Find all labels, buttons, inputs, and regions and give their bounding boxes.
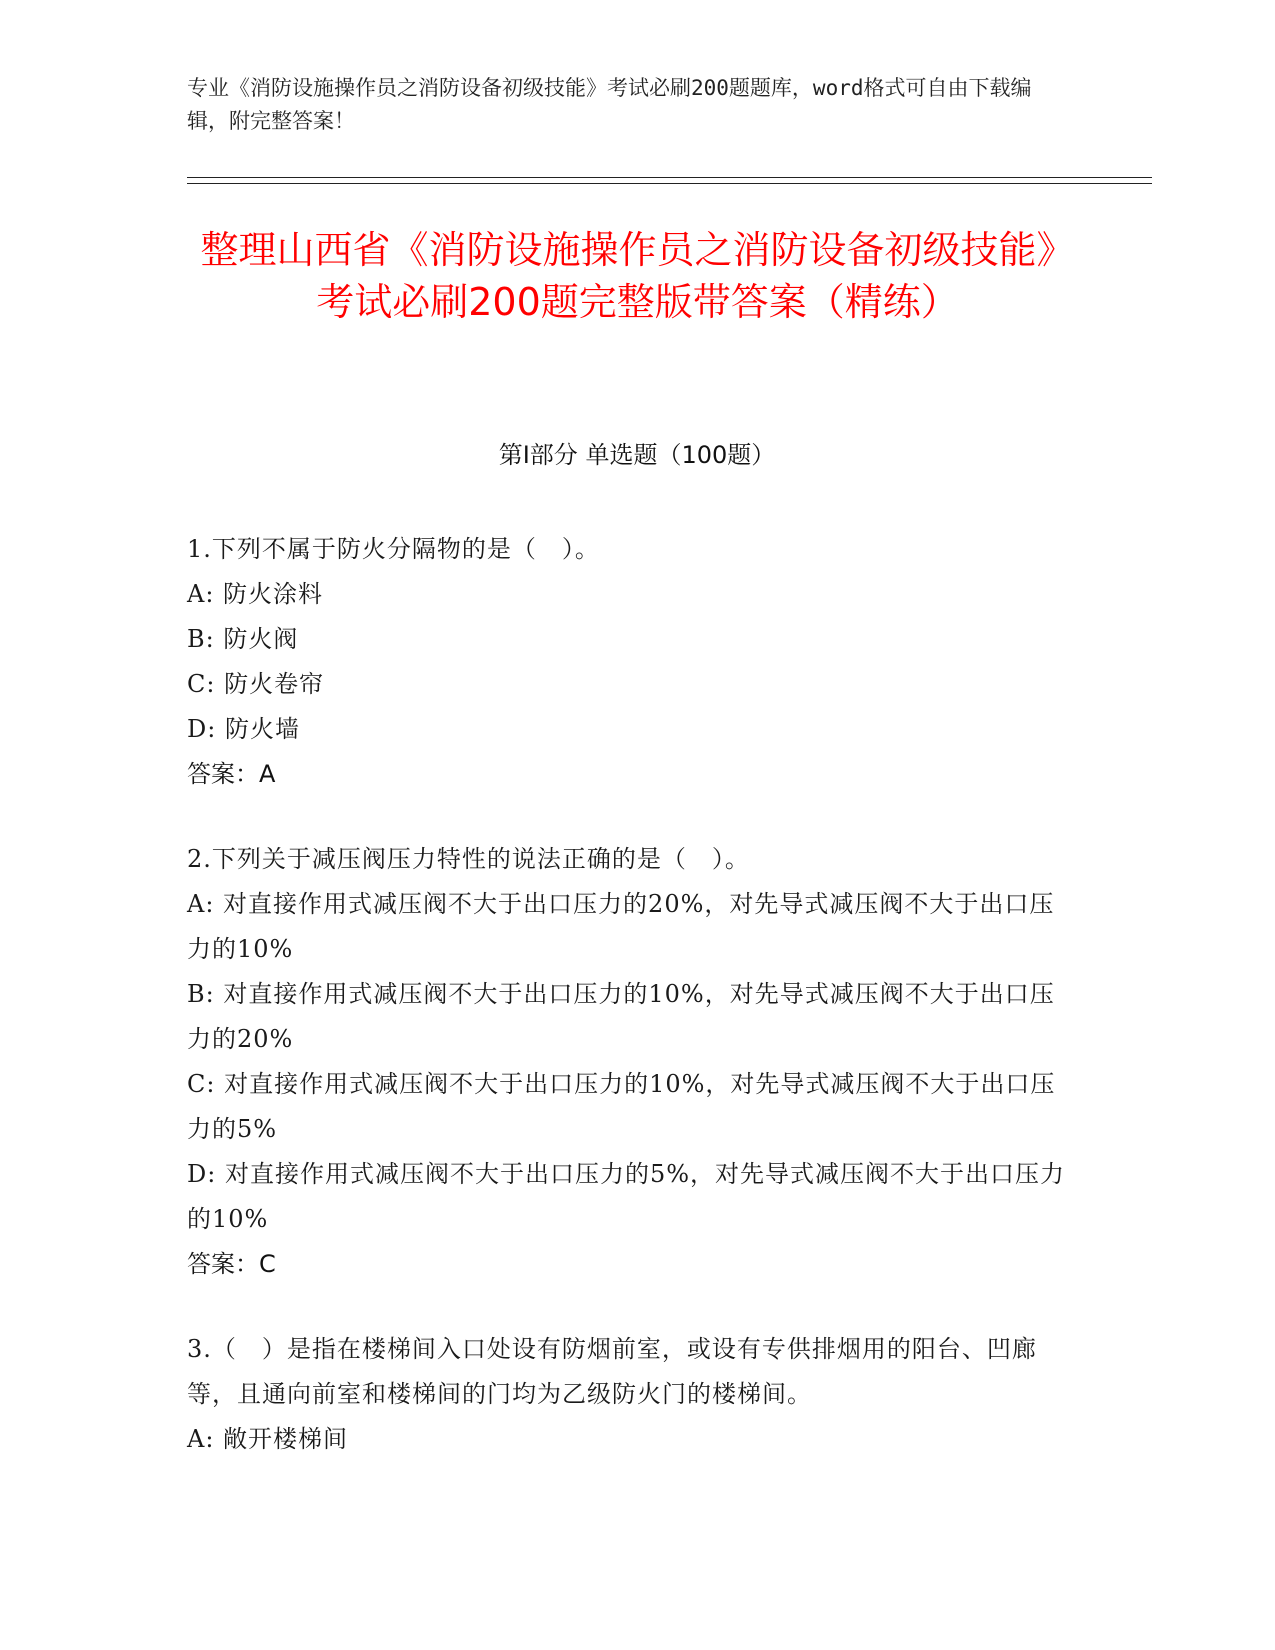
option-b: B: 对直接作用式减压阀不大于出口压力的10%，对先导式减压阀不大于出口压力的20% xyxy=(187,980,1055,1053)
question-text: 2.下列关于减压阀压力特性的说法正确的是（ ）。 xyxy=(187,845,750,873)
option-c: C: 对直接作用式减压阀不大于出口压力的10%，对先导式减压阀不大于出口压力的5% xyxy=(187,1070,1056,1143)
option-d: D: 对直接作用式减压阀不大于出口压力的5%，对先导式减压阀不大于出口压力的10% xyxy=(187,1160,1066,1233)
answer-label: 答案：C xyxy=(187,1250,276,1278)
question-list xyxy=(187,527,1077,1502)
option-c: C: 防火卷帘 xyxy=(187,670,325,698)
document-title: 整理山西省《消防设施操作员之消防设备初级技能》考试必刷200题完整版带答案（精练） xyxy=(200,228,1075,324)
option-b: B: 防火阀 xyxy=(187,625,299,653)
option-d: D: 防火墙 xyxy=(187,715,300,743)
question-text: 3.（ ）是指在楼梯间入口处设有防烟前室，或设有专供排烟用的阳台、凹廊等，且通向前室和楼梯间的门均为乙级防火门的楼梯间。 xyxy=(187,1335,1037,1408)
question-1 xyxy=(187,527,1077,797)
answer-label: 答案：A xyxy=(187,760,276,788)
header-divider-secondary xyxy=(187,183,1152,184)
header-note: 专业《消防设施操作员之消防设备初级技能》考试必刷200题题库，word格式可自由下载编辑，附完整答案！ xyxy=(187,76,1032,133)
question-3 xyxy=(187,1327,1077,1462)
option-a: A: 敞开楼梯间 xyxy=(187,1425,349,1453)
question-text: 1.下列不属于防火分隔物的是（ ）。 xyxy=(187,535,600,563)
question-2 xyxy=(187,837,1077,1287)
option-a: A: 防火涂料 xyxy=(187,580,324,608)
section-title: 第I部分 单选题（100题） xyxy=(498,441,776,469)
option-a: A: 对直接作用式减压阀不大于出口压力的20%，对先导式减压阀不大于出口压力的10% xyxy=(187,890,1055,963)
header-divider xyxy=(187,177,1152,178)
